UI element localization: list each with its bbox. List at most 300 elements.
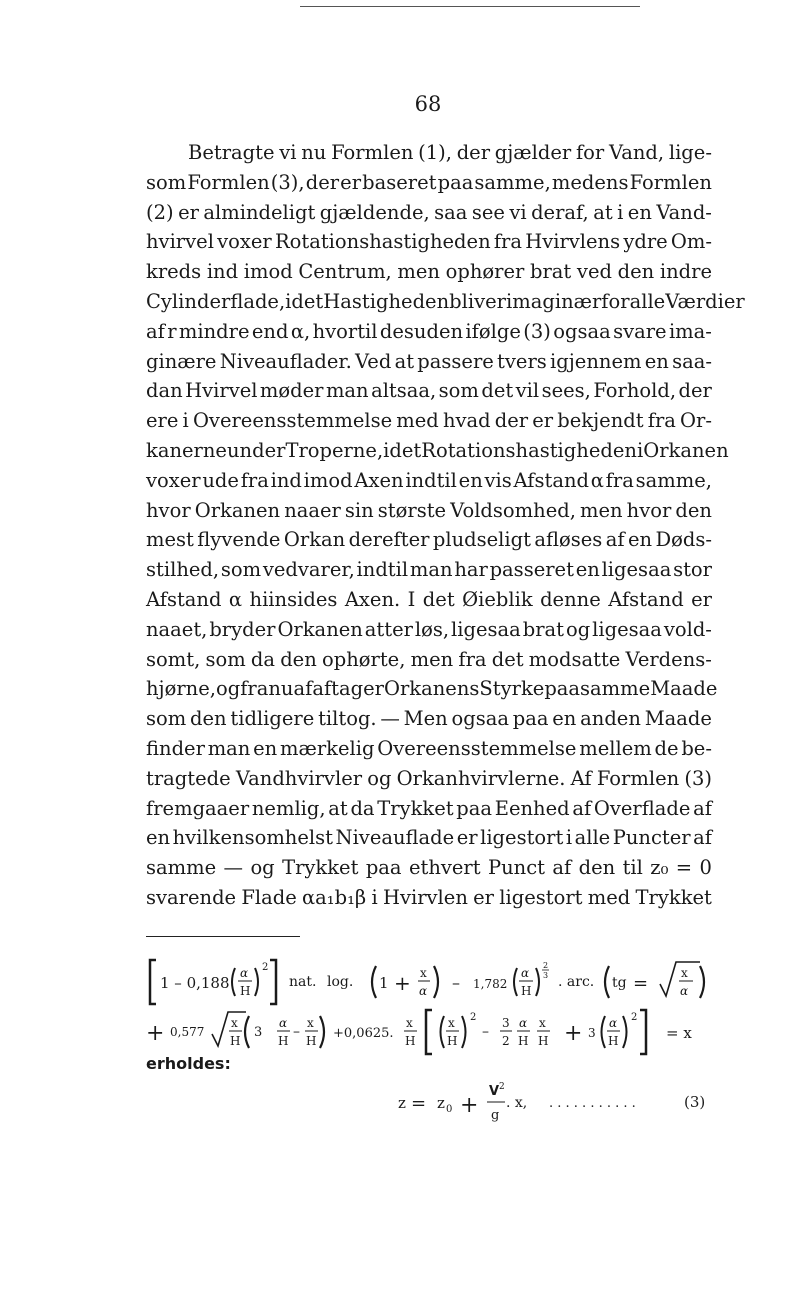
word: anden — [580, 707, 641, 731]
word: denne — [540, 587, 601, 611]
word: en — [552, 707, 577, 731]
paren-open — [232, 968, 235, 996]
word: samme — [146, 856, 217, 880]
word: løs, — [414, 617, 450, 641]
word: for — [575, 141, 605, 164]
word: Betragte — [188, 141, 275, 164]
word: stor — [673, 558, 712, 582]
plus-sign: + — [460, 1093, 479, 1118]
word: Orkan — [283, 528, 346, 552]
word: af — [146, 319, 165, 343]
word: (3) — [523, 319, 551, 343]
word: hjørne, — [146, 677, 216, 701]
plus-sign: + — [394, 971, 411, 995]
word: mindre — [178, 319, 250, 343]
word: ligestort — [480, 826, 564, 850]
word: at — [593, 200, 613, 224]
word: af — [572, 796, 592, 820]
word: Hvirvlen — [382, 885, 468, 909]
word: pludseligt — [432, 528, 531, 552]
word: med — [587, 885, 631, 909]
word: lige- — [668, 141, 712, 164]
frac-den-H: H — [278, 1034, 289, 1048]
frac-den-H: H — [240, 984, 251, 998]
word: men — [580, 498, 623, 522]
word: ethvert — [408, 856, 481, 880]
word: Værdier — [665, 289, 745, 313]
word: af — [693, 826, 712, 850]
word: Formlen — [331, 141, 414, 164]
word: ind — [270, 468, 302, 492]
frac-num-x: x — [420, 966, 427, 980]
word: en — [644, 349, 669, 373]
coef-1: 0,577 — [170, 1025, 205, 1039]
word: en — [458, 468, 483, 492]
word: Orkanen — [194, 498, 281, 522]
word: bliver — [449, 289, 506, 313]
word: en — [146, 826, 171, 850]
word: igjennem — [550, 349, 642, 373]
word: det — [422, 587, 455, 611]
word: saa- — [672, 349, 712, 373]
word: — — [380, 707, 400, 731]
word: bryder — [209, 617, 276, 641]
word: men — [410, 647, 454, 671]
word: som — [146, 707, 187, 731]
word: derefter — [348, 528, 430, 552]
word: da — [250, 647, 276, 671]
word: Overeensstemmelse — [377, 736, 577, 760]
word: imaginær — [506, 289, 602, 313]
word: møder — [259, 379, 324, 403]
word: ligesaa — [451, 617, 521, 641]
paren-close — [623, 1016, 627, 1048]
word: ligesaa — [592, 617, 662, 641]
word: den — [578, 856, 616, 880]
word: Formlen — [596, 766, 680, 790]
word: Orkanens — [384, 677, 480, 701]
word: da — [350, 796, 375, 820]
word: dan — [146, 379, 183, 403]
word: paa — [437, 170, 474, 194]
word: hvor — [626, 498, 672, 522]
word: man — [325, 379, 369, 403]
word: kanerne — [146, 438, 227, 462]
word: vil — [515, 379, 540, 403]
word: men — [397, 260, 440, 284]
word: Maade — [644, 707, 712, 731]
word: ved — [576, 260, 612, 284]
word: z₀ — [650, 856, 669, 880]
word: Vandhvirvler — [235, 766, 363, 790]
word: og — [565, 617, 591, 641]
word: indre — [659, 260, 712, 284]
word: hvilkensomhelst — [172, 826, 333, 850]
word: ligesaa — [601, 558, 672, 582]
word: under — [226, 438, 286, 462]
word: tvers — [497, 349, 547, 373]
word: og — [250, 856, 275, 880]
word: ophører — [445, 260, 525, 284]
word: Overflade — [593, 796, 691, 820]
word: voxer — [217, 230, 272, 254]
word: er — [532, 409, 554, 433]
word: som — [220, 558, 262, 582]
word: Orkanhvirvlerne. — [396, 766, 566, 790]
word: α — [228, 587, 243, 611]
word: som — [205, 647, 246, 671]
word: hvortil — [312, 319, 378, 343]
frac-den-H: H — [608, 1034, 619, 1048]
frac-den-g: g — [491, 1108, 500, 1123]
word: der — [456, 141, 491, 164]
paren-close — [536, 968, 539, 996]
word: hvirvel — [146, 230, 214, 254]
frac-num-alpha: α — [521, 966, 530, 980]
plus-sign: + — [146, 1021, 165, 1046]
word: passere — [417, 349, 494, 373]
word: gjælder — [494, 141, 572, 164]
word: sin — [344, 498, 374, 522]
word: 0 — [699, 856, 712, 880]
word: svare — [613, 319, 667, 343]
word: Afstand — [608, 587, 684, 611]
frac-num-3: 3 — [502, 1016, 510, 1030]
word: gjældende, — [319, 200, 430, 224]
word: = — [675, 856, 693, 880]
word: (3) — [684, 766, 712, 790]
right-bracket — [270, 960, 276, 1004]
word: nu — [301, 141, 327, 164]
frac-num-x: x — [539, 1016, 546, 1030]
word: fra — [493, 230, 522, 254]
frac-num-alpha: α — [609, 1016, 618, 1030]
word: brat — [530, 260, 572, 284]
frac-den-alpha: α — [680, 984, 689, 998]
word: fra — [240, 468, 269, 492]
equals-sign: = — [633, 973, 649, 994]
word: at — [328, 796, 348, 820]
right-bracket — [640, 1010, 646, 1054]
word: sees, — [541, 379, 591, 403]
word: voxer — [146, 468, 201, 492]
word: idet — [285, 289, 324, 313]
word: Formlen — [629, 170, 712, 194]
word: tragtede — [146, 766, 231, 790]
word: at — [394, 349, 415, 373]
word: atter — [364, 617, 413, 641]
word: Øieblik — [462, 587, 533, 611]
word: deraf, — [531, 200, 589, 224]
word: Axen — [354, 468, 404, 492]
word: r — [167, 319, 177, 343]
word: Men — [403, 707, 448, 731]
paren-close — [462, 1016, 466, 1048]
word: som — [146, 170, 187, 194]
word: er — [340, 170, 362, 194]
paren-close — [255, 968, 258, 996]
frac-num-x: x — [307, 1016, 314, 1030]
word: finder — [146, 736, 205, 760]
subscript-0: 0 — [446, 1104, 453, 1115]
word: fremgaaer — [146, 796, 250, 820]
paren-open — [372, 966, 376, 998]
word: og — [215, 677, 241, 701]
word: mest — [146, 528, 194, 552]
word: (1), — [418, 141, 452, 164]
word: afløses — [534, 528, 603, 552]
word: Orkanen — [643, 438, 729, 462]
word: somt, — [146, 647, 201, 671]
word: de — [654, 736, 679, 760]
log-label: log. — [327, 974, 354, 990]
word: almindeligt — [203, 200, 316, 224]
word: see — [471, 200, 505, 224]
word: af — [293, 677, 313, 701]
word: altsaa, — [371, 379, 437, 403]
word: største — [377, 498, 447, 522]
word: Puncter — [612, 826, 691, 850]
frac-num-x: x — [681, 966, 688, 980]
word: til — [622, 856, 643, 880]
frac-den-alpha: α — [419, 984, 428, 998]
word: I — [407, 587, 416, 611]
exp-den: 3 — [543, 971, 549, 980]
paren-open — [514, 968, 517, 996]
word: i — [636, 438, 644, 462]
z0: z — [437, 1094, 445, 1112]
word: Hastigheden — [323, 289, 450, 313]
erholdes-label: erholdes: — [146, 1054, 231, 1073]
word: modsatte — [528, 647, 621, 671]
word: aftager — [312, 677, 384, 701]
word: Verdens- — [625, 647, 712, 671]
frac-den-H: H — [447, 1034, 458, 1048]
word: Eenhed — [494, 796, 570, 820]
word: Overeensstemmelse — [192, 409, 393, 433]
frac-num-V: V — [489, 1084, 500, 1099]
word: tidligere — [230, 707, 315, 731]
word: baseret — [362, 170, 437, 194]
word: Niveauflade — [335, 826, 455, 850]
three: 3 — [254, 1025, 263, 1040]
word: samme, — [635, 468, 712, 492]
word: den — [280, 647, 317, 671]
word: Punct — [487, 856, 545, 880]
exp-num: 2 — [543, 961, 549, 970]
paren-close — [320, 1016, 324, 1048]
one: 1 — [379, 974, 389, 992]
word: saa — [434, 200, 468, 224]
equals-x: = x — [666, 1024, 692, 1042]
word: Styrke — [479, 677, 545, 701]
three: 3 — [588, 1026, 596, 1040]
word: Flade — [241, 885, 297, 909]
equation-label: (3) — [684, 1093, 706, 1111]
word: i — [182, 409, 189, 433]
word: Hvirvel — [185, 379, 258, 403]
minus-sign: – — [452, 973, 460, 992]
word: en — [627, 200, 652, 224]
nat-label: nat. — [289, 974, 317, 990]
word: indtil — [405, 468, 457, 492]
word: stilhed, — [146, 558, 220, 582]
word: man — [409, 558, 453, 582]
left-bracket — [150, 960, 156, 1004]
word: Cylinderflade, — [146, 289, 286, 313]
page-number: 68 — [414, 92, 442, 116]
word: en — [628, 528, 653, 552]
word: vi — [279, 141, 297, 164]
word: medens — [551, 170, 629, 194]
frac-num-x: x — [231, 1016, 238, 1030]
frac-den-H: H — [518, 1034, 529, 1048]
frac-num-alpha: α — [519, 1016, 528, 1030]
arc-label: . arc. — [558, 974, 595, 990]
word: kreds — [146, 260, 202, 284]
word: svarende — [146, 885, 237, 909]
paren-open — [245, 1016, 249, 1048]
word: ind — [206, 260, 239, 284]
word: be- — [681, 736, 712, 760]
word: af — [693, 796, 712, 820]
word: naaer — [284, 498, 341, 522]
word: har — [454, 558, 488, 582]
word: mellem — [579, 736, 652, 760]
word: Formlen — [187, 170, 270, 194]
word: Orkanen — [277, 617, 363, 641]
frac-den-H: H — [538, 1034, 549, 1048]
minus-sign: – — [482, 1024, 489, 1040]
tg-label: tg — [612, 975, 627, 991]
word: der — [678, 379, 712, 403]
word: ydre — [623, 230, 668, 254]
word: ude — [202, 468, 239, 492]
word: nemlig, — [251, 796, 326, 820]
word: αa₁b₁β — [302, 885, 367, 909]
word: Maade — [650, 677, 718, 701]
word: en — [253, 736, 278, 760]
word: en — [575, 558, 600, 582]
paren-open — [441, 1016, 445, 1048]
word: Vand, — [608, 141, 665, 164]
equals-sign: = — [411, 1093, 427, 1114]
superscript-2: 2 — [499, 1082, 505, 1092]
word: hvad — [442, 409, 491, 433]
word: ere — [146, 409, 179, 433]
word: af — [552, 856, 572, 880]
word: naaet, — [146, 617, 208, 641]
word: nu — [268, 677, 294, 701]
equation-3 — [398, 1082, 705, 1123]
word: paa — [456, 796, 493, 820]
word: fra — [458, 647, 487, 671]
word: ligestort — [499, 885, 583, 909]
word: ogsaa — [451, 707, 509, 731]
word: Voldsomhed, — [450, 498, 576, 522]
word: Troperne, — [285, 438, 384, 462]
word: — — [223, 856, 244, 880]
word: Afstand — [146, 587, 222, 611]
frac-num-x: x — [406, 1016, 413, 1030]
word: ogsaa — [553, 319, 611, 343]
word: der — [494, 409, 529, 433]
word: Afstand — [513, 468, 589, 492]
word: Døds- — [655, 528, 712, 552]
coef-2: 1,782 — [473, 977, 508, 991]
word: imod — [243, 260, 293, 284]
sqrt-sign — [212, 1012, 246, 1046]
word: α, — [290, 319, 311, 343]
word: af — [605, 528, 625, 552]
word: vold- — [663, 617, 712, 641]
word: Trykket — [635, 885, 712, 909]
exponent-2: 2 — [631, 1012, 638, 1023]
word: i — [617, 200, 624, 224]
word: Trykket — [377, 796, 454, 820]
word: desuden — [379, 319, 464, 343]
word: paa — [512, 707, 549, 731]
word: der — [305, 170, 340, 194]
word: hvor — [146, 498, 191, 522]
word: i — [371, 885, 378, 909]
word: som — [438, 379, 479, 403]
word: imod — [303, 468, 353, 492]
lhs-z: z — [398, 1094, 406, 1112]
word: ginære — [146, 349, 217, 373]
frac-den-H: H — [405, 1034, 416, 1048]
word: idet — [383, 438, 422, 462]
minus-sign: – — [293, 1024, 300, 1040]
word: Vand- — [656, 200, 712, 224]
leader-dots: . . . . . . . . . . . — [549, 1096, 636, 1111]
word: den — [617, 260, 655, 284]
word: alle — [574, 826, 611, 850]
word: Rotationshastigheden — [421, 438, 637, 462]
word: Hvirvlens — [525, 230, 621, 254]
word: Centrum, — [298, 260, 392, 284]
paren-close — [700, 966, 704, 998]
word: Af — [570, 766, 592, 790]
word: er — [691, 587, 712, 611]
word: hiinsides — [249, 587, 338, 611]
word: vedvarer, — [262, 558, 355, 582]
word: er — [473, 885, 495, 909]
word: for — [601, 289, 630, 313]
word: fra — [605, 468, 634, 492]
word: ima- — [668, 319, 712, 343]
word: passeret — [489, 558, 574, 582]
word: man — [207, 736, 251, 760]
coef-2: +0,0625. — [333, 1026, 394, 1041]
word: fra — [240, 677, 269, 701]
word: ophørte, — [321, 647, 406, 671]
word: Forhold, — [593, 379, 677, 403]
word: indtil — [356, 558, 409, 582]
frac-den-H: H — [521, 984, 532, 998]
word: Niveauflader. — [219, 349, 352, 373]
paren-open — [605, 966, 609, 998]
word: paa — [365, 856, 402, 880]
word: det — [491, 647, 524, 671]
word: mærkelig — [280, 736, 375, 760]
word: og — [367, 766, 392, 790]
word: i — [565, 826, 573, 850]
word: ifølge — [465, 319, 521, 343]
word: alle — [629, 289, 666, 313]
word: Trykket — [282, 856, 359, 880]
word: samme — [580, 677, 651, 701]
